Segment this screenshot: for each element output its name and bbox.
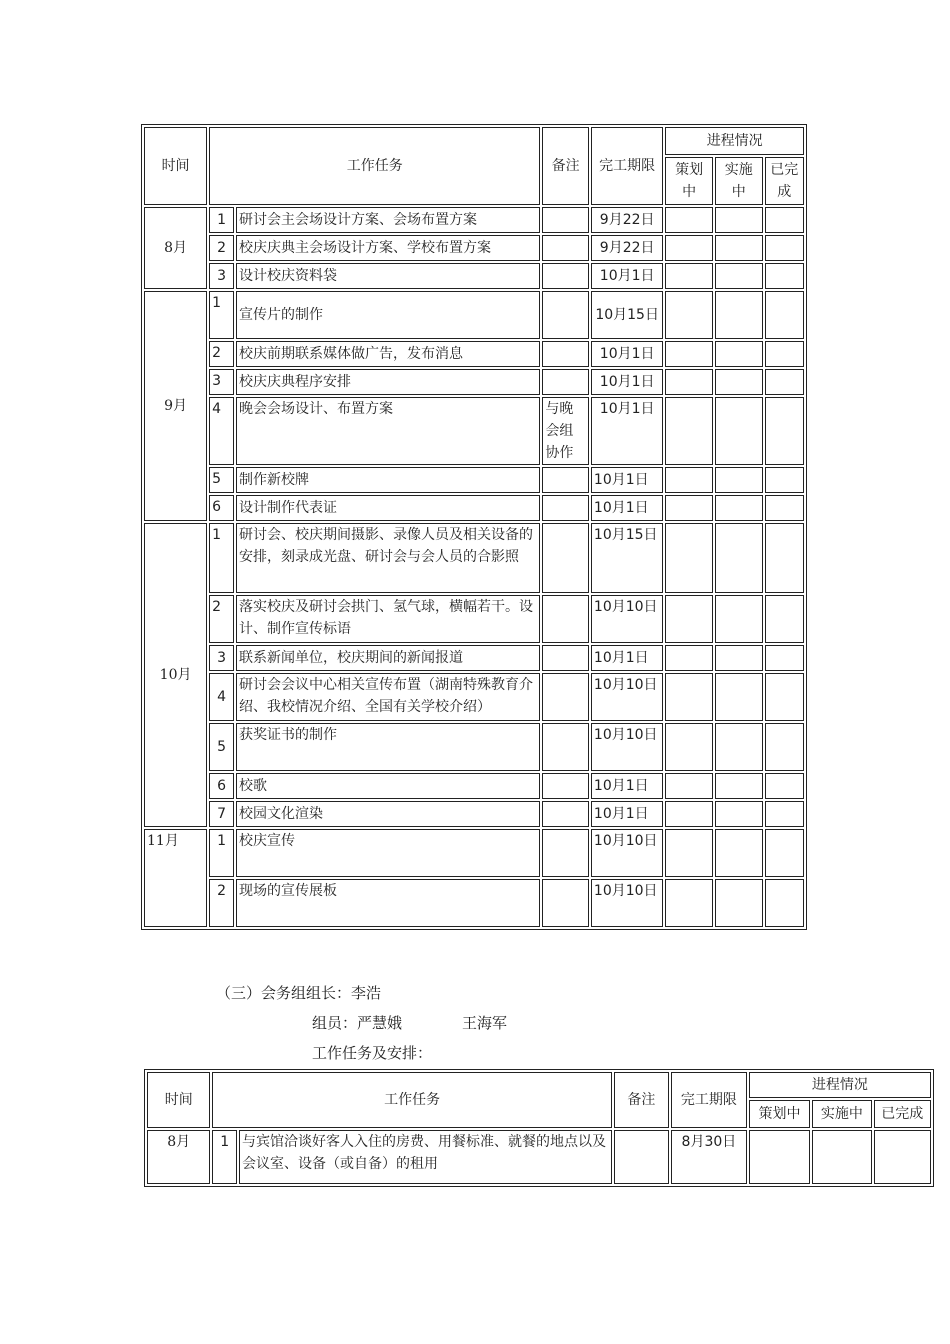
row-number: 2 (209, 235, 234, 261)
note-cell (542, 523, 589, 593)
implementing-cell (715, 341, 763, 367)
implementing-cell (715, 397, 763, 465)
deadline-cell: 10月1日 (591, 341, 663, 367)
planning-cell (665, 879, 713, 927)
row-number: 1 (209, 829, 234, 877)
row-number: 1 (209, 207, 234, 233)
note-cell (542, 495, 589, 521)
note-cell (542, 645, 589, 671)
note-cell (542, 829, 589, 877)
task-cell: 制作新校牌 (236, 467, 540, 493)
note-cell (542, 673, 589, 721)
implementing-cell (715, 879, 763, 927)
done-cell (874, 1130, 931, 1184)
planning-cell (665, 263, 713, 289)
task-cell: 研讨会、校庆期间摄影、录像人员及相关设备的安排，刻录成光盘、研讨会与会人员的合影照 (236, 523, 540, 593)
deadline-cell: 10月1日 (591, 773, 663, 799)
implementing-cell (715, 773, 763, 799)
planning-cell (665, 773, 713, 799)
task-cell: 校庆宣传 (236, 829, 540, 877)
row-number: 1 (209, 523, 234, 593)
header-deadline: 完工期限 (591, 127, 663, 205)
deadline-cell: 10月10日 (591, 879, 663, 927)
note-cell (542, 723, 589, 771)
note-cell (542, 235, 589, 261)
planning-cell (665, 595, 713, 643)
header-note: 备注 (542, 127, 589, 205)
done-cell (765, 645, 804, 671)
deadline-cell: 10月15日 (591, 523, 663, 593)
done-cell (765, 235, 804, 261)
header-progress: 进程情况 (749, 1072, 931, 1098)
done-cell (765, 595, 804, 643)
header-implementing: 实施中 (812, 1100, 871, 1128)
header-done: 已完成 (765, 157, 804, 205)
task-cell: 校庆庆典主会场设计方案、学校布置方案 (236, 235, 540, 261)
planning-cell (749, 1130, 810, 1184)
header-planning: 策划中 (749, 1100, 810, 1128)
done-cell (765, 773, 804, 799)
task-cell: 联系新闻单位，校庆期间的新闻报道 (236, 645, 540, 671)
done-cell (765, 263, 804, 289)
implementing-cell (715, 235, 763, 261)
row-number: 3 (209, 263, 234, 289)
implementing-cell (715, 723, 763, 771)
deadline-cell: 10月1日 (591, 645, 663, 671)
section-heading: （三）会务组组长：李浩 (216, 984, 382, 1002)
header-progress: 进程情况 (665, 127, 804, 155)
deadline-cell: 10月1日 (591, 467, 663, 493)
row-number: 3 (209, 369, 234, 395)
done-cell (765, 397, 804, 465)
planning-cell (665, 523, 713, 593)
month-cell: 10月 (144, 523, 207, 827)
header-deadline: 完工期限 (671, 1072, 747, 1128)
planning-cell (665, 341, 713, 367)
month-cell: 8月 (144, 207, 207, 289)
row-number: 2 (209, 595, 234, 643)
row-number: 1 (209, 291, 234, 339)
header-done: 已完成 (874, 1100, 931, 1128)
task-cell: 校庆庆典程序安排 (236, 369, 540, 395)
note-cell (542, 341, 589, 367)
planning-cell (665, 723, 713, 771)
deadline-cell: 10月1日 (591, 263, 663, 289)
done-cell (765, 341, 804, 367)
row-number: 6 (209, 495, 234, 521)
arrangement-label: 工作任务及安排： (312, 1044, 433, 1062)
planning-cell (665, 291, 713, 339)
done-cell (765, 723, 804, 771)
row-number: 5 (209, 723, 234, 771)
done-cell (765, 801, 804, 827)
task-cell: 设计校庆资料袋 (236, 263, 540, 289)
row-number: 6 (209, 773, 234, 799)
task-cell: 获奖证书的制作 (236, 723, 540, 771)
implementing-cell (715, 829, 763, 877)
note-cell (542, 595, 589, 643)
task-cell: 与宾馆洽谈好客人入住的房费、用餐标准、就餐的地点以及会议室、设备（或自备）的租用 (239, 1130, 612, 1184)
planning-cell (665, 369, 713, 395)
done-cell (765, 291, 804, 339)
note-cell (542, 369, 589, 395)
task-cell: 现场的宣传展板 (236, 879, 540, 927)
deadline-cell: 9月22日 (591, 235, 663, 261)
row-number: 1 (212, 1130, 237, 1184)
task-cell: 校歌 (236, 773, 540, 799)
planning-cell (665, 645, 713, 671)
done-cell (765, 673, 804, 721)
implementing-cell (715, 467, 763, 493)
note-cell (542, 291, 589, 339)
planning-cell (665, 829, 713, 877)
done-cell (765, 829, 804, 877)
row-number: 7 (209, 801, 234, 827)
deadline-cell: 10月10日 (591, 673, 663, 721)
planning-cell (665, 673, 713, 721)
header-time: 时间 (147, 1072, 210, 1128)
deadline-cell: 10月10日 (591, 723, 663, 771)
note-cell (542, 879, 589, 927)
row-number: 2 (209, 341, 234, 367)
deadline-cell: 10月1日 (591, 397, 663, 465)
deadline-cell: 8月30日 (671, 1130, 747, 1184)
header-note: 备注 (614, 1072, 669, 1128)
implementing-cell (812, 1130, 871, 1184)
header-planning: 策划中 (665, 157, 713, 205)
note-cell (542, 207, 589, 233)
implementing-cell (715, 801, 763, 827)
done-cell (765, 523, 804, 593)
planning-cell (665, 495, 713, 521)
row-number: 3 (209, 645, 234, 671)
planning-cell (665, 207, 713, 233)
implementing-cell (715, 291, 763, 339)
done-cell (765, 369, 804, 395)
header-implementing: 实施中 (715, 157, 763, 205)
members-label: 组员：严慧娥 (312, 1014, 403, 1032)
row-number: 4 (209, 673, 234, 721)
implementing-cell (715, 495, 763, 521)
deadline-cell: 10月1日 (591, 801, 663, 827)
note-cell (542, 263, 589, 289)
month-cell: 11月 (144, 829, 207, 927)
task-cell: 设计制作代表证 (236, 495, 540, 521)
deadline-cell: 10月1日 (591, 369, 663, 395)
done-cell (765, 467, 804, 493)
task-cell: 研讨会会议中心相关宣传布置（湖南特殊教育介绍、我校情况介绍、全国有关学校介绍） (236, 673, 540, 721)
task-table-publicity (141, 124, 807, 930)
deadline-cell: 10月1日 (591, 495, 663, 521)
implementing-cell (715, 263, 763, 289)
month-cell: 9月 (144, 291, 207, 521)
row-number: 5 (209, 467, 234, 493)
task-table-meeting (144, 1069, 934, 1187)
task-cell: 校园文化渲染 (236, 801, 540, 827)
implementing-cell (715, 207, 763, 233)
task-cell: 校庆前期联系媒体做广告，发布消息 (236, 341, 540, 367)
deadline-cell: 10月10日 (591, 595, 663, 643)
done-cell (765, 207, 804, 233)
header-task: 工作任务 (209, 127, 540, 205)
done-cell (765, 879, 804, 927)
implementing-cell (715, 523, 763, 593)
row-number: 4 (209, 397, 234, 465)
deadline-cell: 10月10日 (591, 829, 663, 877)
note-cell (614, 1130, 669, 1184)
note-cell: 与晚会组协作 (542, 397, 589, 465)
task-cell: 晚会会场设计、布置方案 (236, 397, 540, 465)
header-task: 工作任务 (212, 1072, 611, 1128)
task-cell: 研讨会主会场设计方案、会场布置方案 (236, 207, 540, 233)
implementing-cell (715, 645, 763, 671)
note-cell (542, 801, 589, 827)
task-cell: 宣传片的制作 (236, 291, 540, 339)
implementing-cell (715, 369, 763, 395)
header-time: 时间 (144, 127, 207, 205)
note-cell (542, 467, 589, 493)
deadline-cell: 9月22日 (591, 207, 663, 233)
member-name: 王海军 (462, 1014, 508, 1032)
planning-cell (665, 467, 713, 493)
month-cell: 8月 (147, 1130, 210, 1184)
row-number: 2 (209, 879, 234, 927)
task-cell: 落实校庆及研讨会拱门、氢气球，横幅若干。设计、制作宣传标语 (236, 595, 540, 643)
planning-cell (665, 235, 713, 261)
implementing-cell (715, 673, 763, 721)
note-cell (542, 773, 589, 799)
planning-cell (665, 397, 713, 465)
done-cell (765, 495, 804, 521)
implementing-cell (715, 595, 763, 643)
deadline-cell: 10月15日 (591, 291, 663, 339)
planning-cell (665, 801, 713, 827)
